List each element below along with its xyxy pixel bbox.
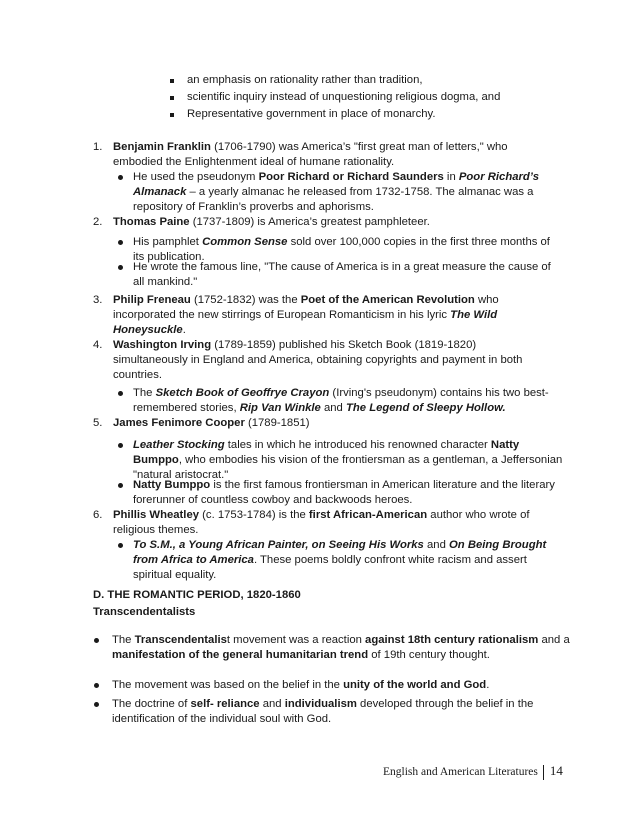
item-freneau: Philip Freneau (1752-1832) was the Poet of the American Revolution who incorporated the new stirrings of European Romanticism in his lyric The Wild Honeysuckle. <box>113 294 499 336</box>
item-irving: Washington Irving (1789-1859) published his Sketch Book (1819-1820) simultaneously in England and America, obtaining copyrights and payment in both countries. <box>113 339 523 381</box>
page-footer <box>383 763 563 780</box>
item-franklin: Benjamin Franklin (1706-1790) was America’s "first great man of letters," who embodied the Enlightenment ideal of humane rationality. <box>113 141 508 168</box>
square-bullet-icon <box>170 96 174 100</box>
round-bullet-icon <box>94 638 99 643</box>
round-bullet-icon <box>118 391 123 396</box>
cooper-sub-leather-stocking: Leather Stocking tales in which he introduced his renowned character Natty Bumppo, who embodies his vision of the frontiersman as a gentleman, a Jeffersonian "natural aristocrat." <box>118 438 563 483</box>
square-bullet-icon <box>170 113 174 117</box>
item-number: 3. <box>93 294 103 306</box>
round-bullet-icon <box>118 175 123 180</box>
square-bullet-icon <box>170 79 174 83</box>
round-bullet-icon <box>94 702 99 707</box>
item-wheatley: Phillis Wheatley (c. 1753-1784) is the first African-American author who wrote of religious themes. <box>113 509 530 536</box>
paine-sub-famous-line: He wrote the famous line, "The cause of America is in a great measure the cause of all mankind." <box>118 260 563 290</box>
item-number: 5. <box>93 417 103 429</box>
bullet-representative-government: Representative government in place of monarchy. <box>170 107 627 122</box>
cooper-sub-natty-bumppo: Natty Bumppo is the first famous frontiersman in American literature and the literary forerunner of countless cowboy and backwoods heroes. <box>118 478 563 508</box>
bullet-scientific-inquiry: scientific inquiry instead of unquestioning religious dogma, and <box>170 90 627 105</box>
round-bullet-icon <box>94 683 99 688</box>
round-bullet-icon <box>118 483 123 488</box>
item-cooper: James Fenimore Cooper (1789-1851) <box>113 417 310 429</box>
transcendentalist-bullet-reaction: The Transcendentalist movement was a reaction against 18th century rationalism and a manifestation of the general humanitarian trend of 19th century thought. <box>94 633 572 663</box>
transcendentalist-bullet-self-reliance: The doctrine of self- reliance and individualism developed through the belief in the identification of the individual soul with God. <box>94 697 572 727</box>
wheatley-sub-poems: To S.M., a Young African Painter, on Seeing His Works and On Being Brought from Africa to America. These poems boldly confront white racism and assert spiritual equality. <box>118 538 563 583</box>
subsection-title: Transcendentalists <box>93 606 196 618</box>
item-number: 1. <box>93 141 103 153</box>
bullet-rationality: an emphasis on rationality rather than tradition, <box>170 73 627 88</box>
irving-sub-sketch-book: The Sketch Book of Geoffrye Crayon (Irving's pseudonym) contains his two best-remembered stories, Rip Van Winkle and The Legend of Sleepy Hollow. <box>118 386 563 416</box>
item-number: 4. <box>93 339 103 351</box>
footer-title: English and American Literatures <box>383 766 538 778</box>
round-bullet-icon <box>118 443 123 448</box>
item-number: 6. <box>93 509 103 521</box>
item-paine: Thomas Paine (1737-1809) is America’s greatest pamphleteer. <box>113 216 430 228</box>
round-bullet-icon <box>118 543 123 548</box>
page-number: 14 <box>549 763 563 778</box>
item-number: 2. <box>93 216 103 228</box>
round-bullet-icon <box>118 265 123 270</box>
footer-divider <box>543 765 544 780</box>
franklin-sub-pseudonym: He used the pseudonym Poor Richard or Richard Saunders in Poor Richard’s Almanack – a yearly almanac he released from 1732-1758. The almanac was a repository of Franklin’s proverbs and aphorisms. <box>118 170 563 215</box>
paine-sub-common-sense: His pamphlet Common Sense sold over 100,000 copies in the first three months of its publication. <box>118 235 563 265</box>
transcendentalist-bullet-unity: The movement was based on the belief in the unity of the world and God. <box>94 678 572 693</box>
section-title: D. THE ROMANTIC PERIOD, 1820-1860 <box>93 589 301 601</box>
round-bullet-icon <box>118 240 123 245</box>
